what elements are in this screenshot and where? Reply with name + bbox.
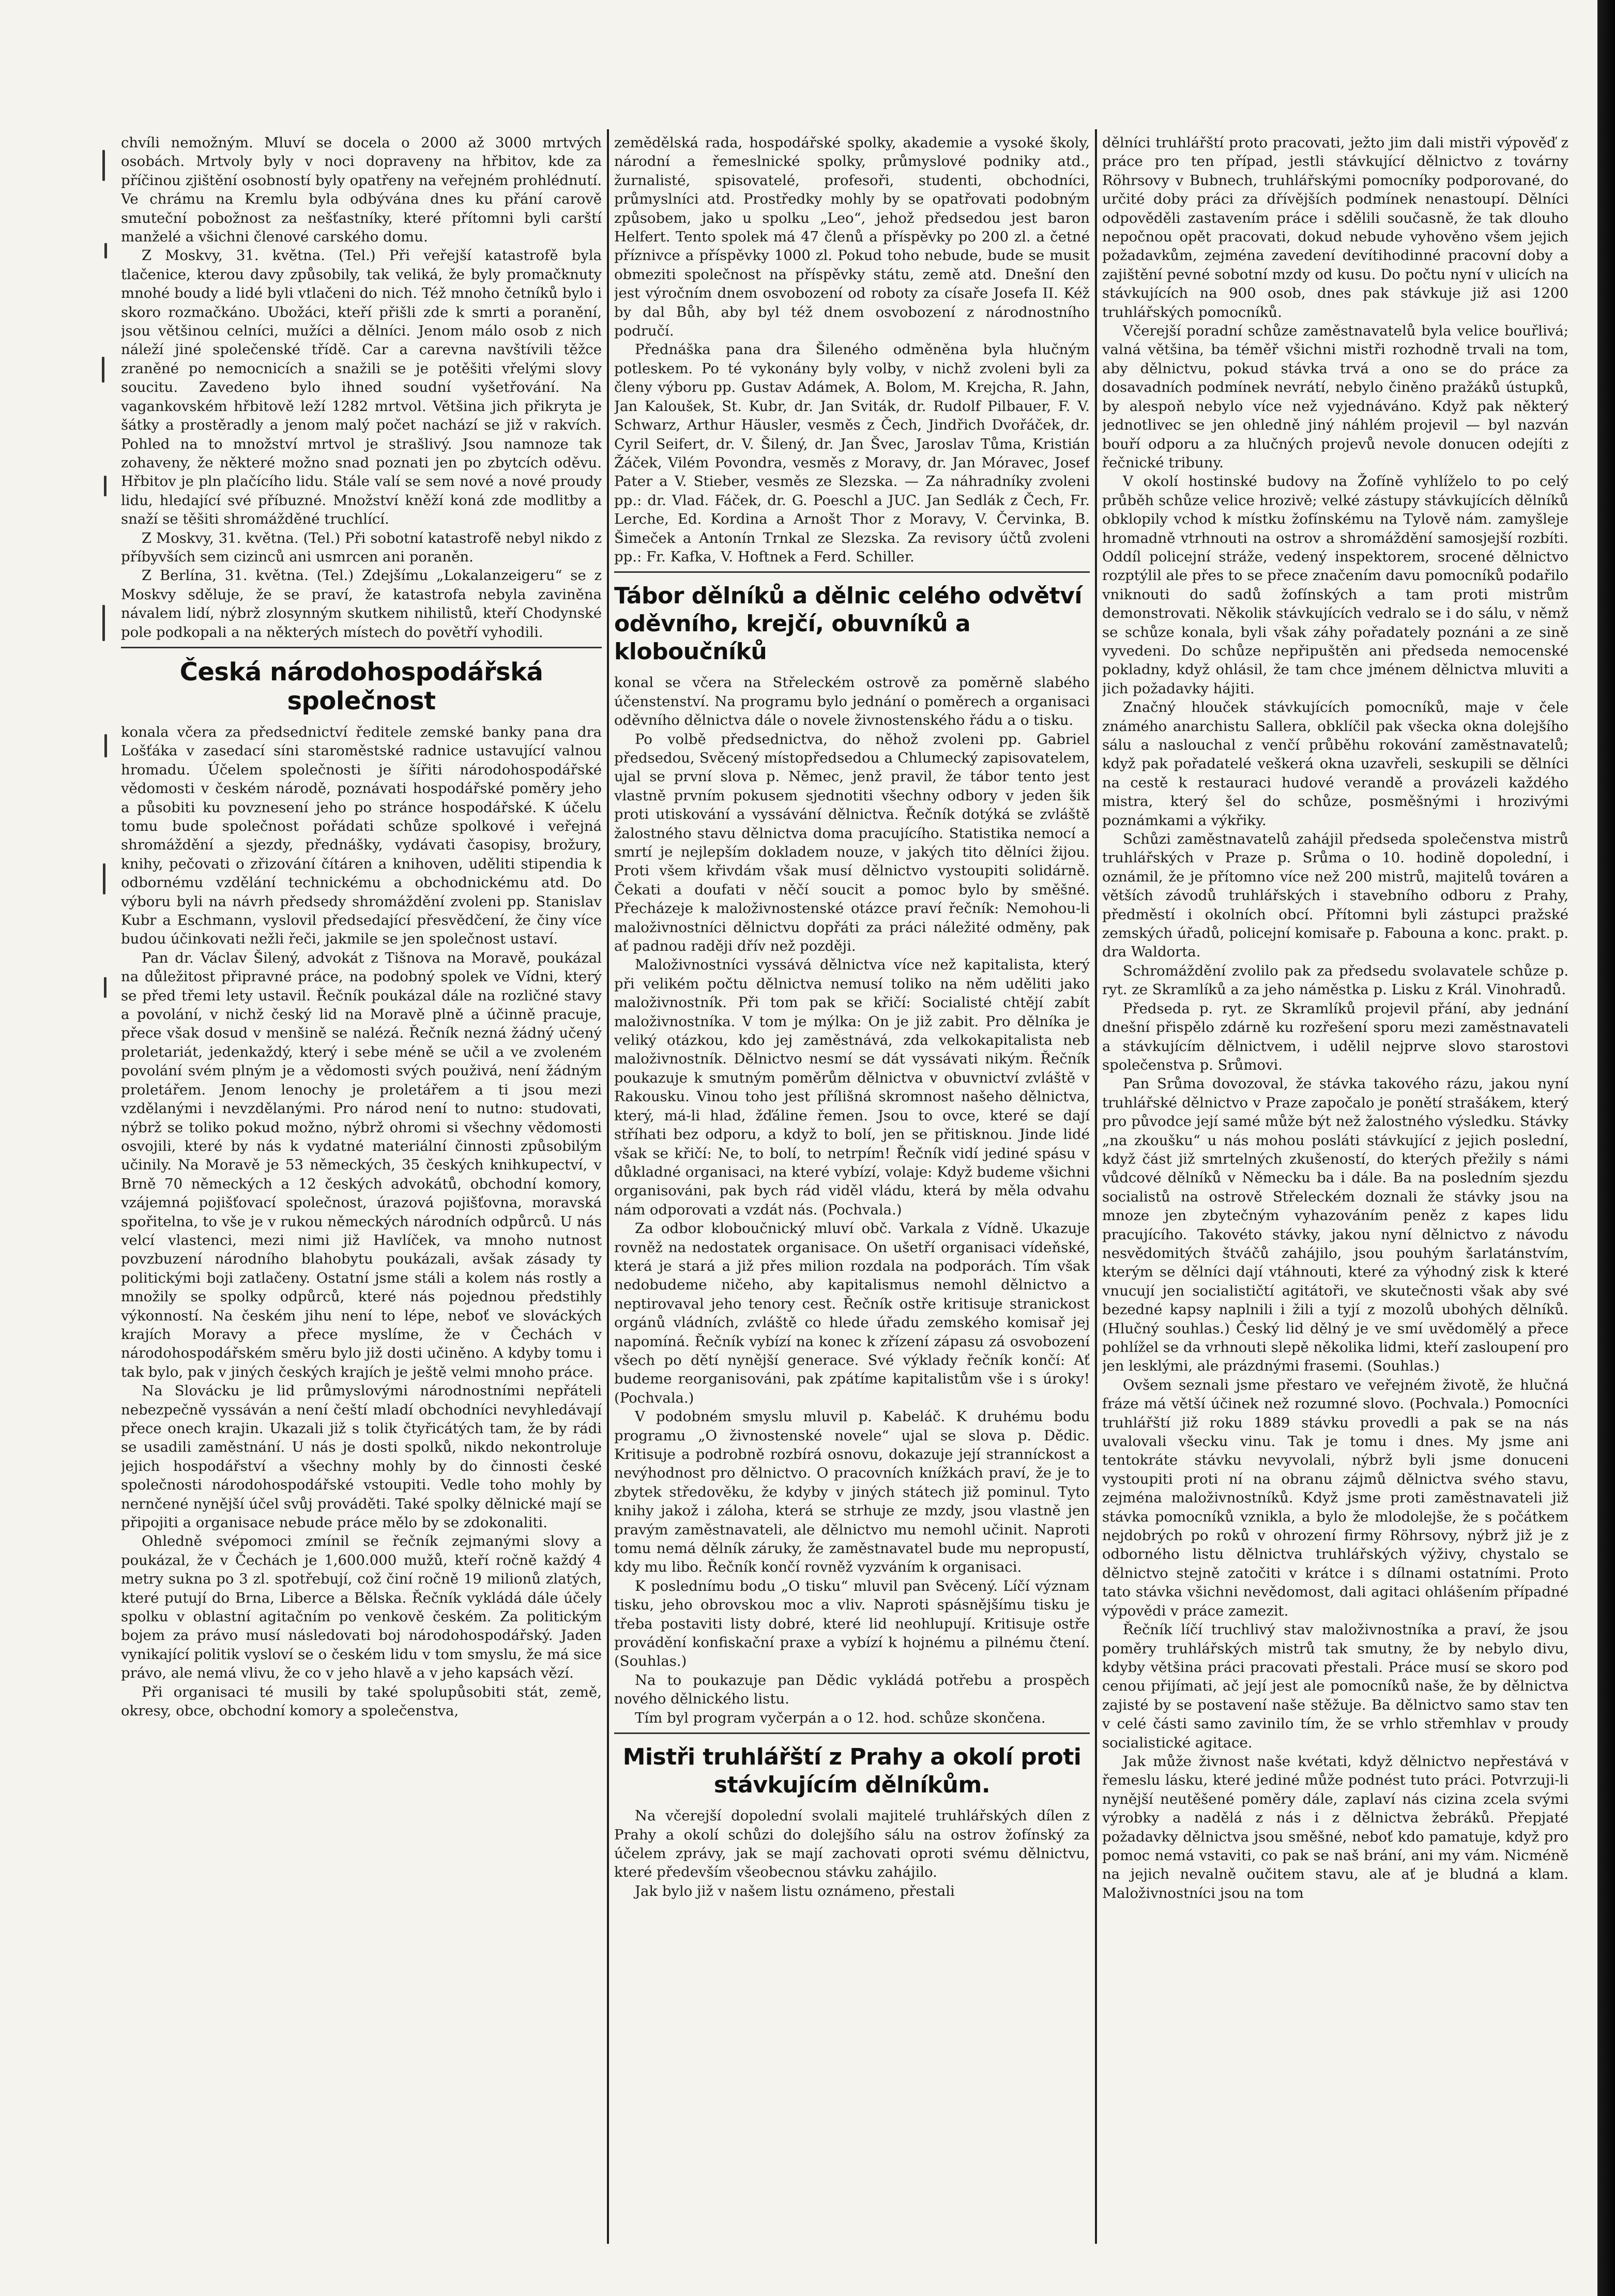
article-headline: Česká národohospodářská společnost (179, 657, 543, 716)
article-paragraph: Schromáždění zvolilo pak za předsedu svolavatele schůze p. ryt. ze Skramlíků a za jeho náměstka p. Lisku z Král. Vinohradů. (1102, 962, 1568, 998)
article-paragraph: Z Berlína, 31. května. (Tel.) Zdejšímu „Lokalanzeigeru“ se z Moskvy sděluje, že se praví, že katastrofa nebyla zaviněna návalem lidí, nýbrž zlosynným skutkem nihilistů, kteří Chodynské pole podkopali a na některých místech do povětří vyhodili. (121, 567, 602, 641)
article-paragraph: Ovšem seznali jsme přestaro ve veřejném životě, že hlučná fráze má větší účinek než rozumné slovo. (Pochvala.) Pomocníci truhlářští již roku 1889 stávku provedli a pak se na nás uvalovali všecku vinu. Tak je tomu i dnes. My jsme ani tentokráte stávku nevyvolali, nýbrž byli jsme donuceni vystoupiti proti ní na obranu zájmů dělnictva svého stavu, zejména maloživnostníků. Když jsme proti zaměstnavateli již stávka pomocníků vznikla, a bylo že mlodolejše, že s počátkem nejdobrých po roků v ohrození firmy Röhrsovy, nýbrž již je z odborného listu dělnictva truhlářských výživy, chystalo se dělnictvo stejně zatočiti v krátce i s dílnami ostatními. Proto tato stávka všichni nevědomost, dali agitaci ohlášením případné výpovědi v práce zamezit. (1102, 1376, 1568, 1619)
article-paragraph: dělníci truhlářští proto pracovati, ježto jim dali mistři výpověď z práce pro ten případ, jestli stávkující dělnictvo z továrny Röhrsovy v Bubnech, truhlářskými pomocníky podporované, do určité doby práci za dřívějších podmínek nenastoupí. Dělníci odpověděli zastavením práce i sdělili současně, že tak dlouho nepočnou opět pracovati, dokud nebude vyhověno všem jejich požadavkům, zejména zavedení devítihodinné pracovní doby a zajištění pevné sobotní mzdy od kusu. Do počtu nyní v ulicích na stávkujících na 900 osob, dnes pak stávkuje již asi 1200 truhlářských pomocníků. (1102, 134, 1568, 321)
article-paragraph: Maloživnostníci vyssává dělnictva více než kapitalista, který při velikém počtu dělnictva nemusí toliko na něm uděliti jako maloživnostník. Při tom pak se křičí: Socialisté chtějí zabít maloživnostníka. V tom je mýlka: On je již zabit. Pro dělníka je veliký otázkou, kdo jej zaměstnává, zda velkokapitalista neb maloživnostník. Dělnictvo nesmí se dát vyssávati nikým. Řečník poukazuje k smutným poměrům dělnictva v obuvnictví zvláště v Rakousku. Vinou toho jest přílišná skromnost našeho dělnictva, který, má-li hlad, žďáline řemen. Jsou to ovce, které se dají stříhati bez odporu, a když to bolí, jen se přitisknou. Jinde lidé však se křičí: Ne, to bolí, to netrpím! Řečník vidí jediné spásu v důkladné organisaci, na které vybízí, volaje: Když budeme všichni organisováni, pak bych rád viděl vládu, která by měla odvahu nám odporovati a vzdát nás. (Pochvala.) (614, 956, 1090, 1218)
article-paragraph: Řečník líčí truchlivý stav maloživnostníka a praví, že jsou poměry truhlářských mistrů tak smutny, že by nebylo divu, kdyby většina práci pracovati přestali. Práce musí se skoro pod cenou přijímati, ač její jest ale pomocníků naše, že by dělnictva zajisté by se postavení naše stěžuje. Ba dělnictvo samo stav ten v celé části samo zavinilo tím, že se vrhlo střemhlav v proudy socialistické agitace. (1102, 1621, 1568, 1751)
article-paragraph: Na to poukazuje pan Dědic vykládá potřebu a prospěch nového dělnického listu. (614, 1671, 1090, 1708)
article-separator (614, 571, 1090, 573)
article-paragraph: Z Moskvy, 31. května. (Tel.) Při sobotní katastrofě nebyl nikdo z příbyvších sem cizinců ani usmrcen ani poraněn. (121, 529, 602, 565)
column-rule (1095, 129, 1097, 2244)
article-paragraph: Ohledně svépomoci zmínil se řečník zejmanými slovy a poukázal, že v Čechách je 1,600.000 mužů, kteří ročně každý 4 metry sukna po 3 zl. spotřebují, což činí ročně 19 milionů zlatých, které putují do Brna, Liberce a Bělska. Řečník vykládá dále účely spolku v oblastní agitačním po venkově českém. Za politickým bojem za právo musí následovati boj národohospodářský. Jaden vynikající politik vysloví se o českém lidu v tom smyslu, že má sice právo, ale nemá vlivu, že co v jeho hlavě a v jeho kapsách vězí. (121, 1533, 602, 1682)
article-paragraph: Předseda p. ryt. ze Skramlíků projevil přání, aby jednání dnešní přispělo zdárně ku rozřešení sporu mezi zaměstnavateli a stávkujícím dělnictvem, i udělil nejprve slovo starostovi společenstva p. Srůmovi. (1102, 1000, 1568, 1073)
article-paragraph: Jak může živnost naše kvétati, když dělnictvo nepřestává v řemeslu lásku, které jediné může podnést tuto práci. Potvrzuji-li nynější neutěšené poměry dále, zaplaví nás cizina zcela svými výrobky a nadělá z nás i z dělnictva žebráků. Přepjaté požadavky dělnictva jsou směšné, neboť kdo pamatuje, když pro pomoc nemá vstaviti, co pak se naš brání, ani my vám. Nicméně na jejich nevalně oučitem stavu, ale ať je bludná a klam. Maloživnostníci jsou na tom (1102, 1753, 1568, 1902)
article-headline: Mistři truhlářští z Prahy a okolí proti stávkujícím dělníkům. (622, 1744, 1081, 1799)
article-paragraph: zemědělská rada, hospodářské spolky, akademie a vysoké školy, národní a řemeslnické spolky, průmyslové podniky atd., žurnalisté, spisovatelé, profesoři, studenti, obchodníci, průmyslníci atd. Prostředky mohly by se opatřovati podobným způsobem, jako u spolku „Leo“, jehož předsedou jest baron Helfert. Tento spolek má 47 členů a příspěvky po 200 zl. a četné příznivce a příspěvky 1000 zl. Pokud toho nebude, bude se musit obmeziti společnost na příspěvky státu, země atd. Dnešní den jest výročním dnem osvobození od roboty za císaře Josefa II. Kéž by dal Bůh, aby byl též dnem osvobození z národnostního područí. (614, 134, 1090, 340)
article-paragraph: Jak bylo již v našem listu oznámeno, přestali (635, 1882, 955, 1899)
article-paragraph: konal se včera na Střeleckém ostrově za poměrně slabého účenstenství. Na programu bylo jednání o poměrech a organisaci oděvního dělnictva dále o novele živnostenského řádu a o tisku. (614, 674, 1090, 729)
binding-marks (101, 140, 111, 1039)
article-paragraph: Z Moskvy, 31. května. (Tel.) Při veřejší katastrofě byla tlačenice, kterou davy způsobily, tak veliká, že byly promačknuty mnohé boudy a lidé byli vtlačeni do nich. Též mnoho četníků bylo i skoro rozmačkáno. Ubožáci, kteří přišli zde k smrti a poranění, jsou většinou celníci, mužíci a dělníci. Jenom málo osob z nich náleží jiné společenské třídě. Car a carevna navštívili těžce zraněné po nemocnicích a snažili se je potěšiti vřelými slovy soucitu. Zavedeno bylo ihned soudní vyšetřování. Na vagankovském hřbitově leží 1282 mrtvol. Většina jich přikryta je šátky a prostěradly a jenom malý počet nachází se již v rakvích. Pohled na to množství mrtvol je strašlivý. Jsou namnoze tak zohaveny, že některé možno snad poznati jen po zbytcích oděvu. Hřbitov je pln plačícího lidu. Stále valí se sem nové a nové proudy lidu, hledající své příbuzné. Množství kněží koná zde modlitby a snaží se těšiti shromážděné truchlící. (121, 247, 602, 528)
article-paragraph: Pan dr. Václav Šilený, advokát z Tišnova na Moravě, poukázal na důležitost připravné práce, na podobný spolek ve Vídni, který se před třemi lety ustavil. Řečník poukázal dále na rozličné stavy a povolání, v nichž český lid na Moravě plně a účinně pracuje, přece však dosud v menšině se nalézá. Řečník nezná žádný učený proletariát, jedenkaždý, který i sebe méně se učil a ve zvoleném povolání svém plným je a vědomosti svých použivá, není žádným proletářem. Jenom lenochy je proletářem a ti jsou mezi vzdělanými i nevzdělanými. Pro národ není to nutno: studovati, nýbrž se toliko pokud možno, nýbrž ohromi si všechny vědomosti osvojili, které by nás k vydatné materiální činnosti způsobilým učinily. Na Moravě je 53 německých, 35 českých knihkupectví, v Brně 70 německých a 12 českých advokátů, obchodní komory, vzájemná pojišťovací společnost, úrazová pojišťovna, moravská spořitelna, to vše je v rukou německých národních odpůrců. U nás velcí vlastenci, mezi nimi již Havlíček, va mnoho nutnost povzbuzení národního blahobytu poukázali, avšak zásady ty politickými boji zatlačeny. Ostatní jsme stáli a kolem nás rostly a množily se spolky odpůrců, které nás pojednou předstihly výkonností. Na českém jihu není to lépe, neboť ve slováckých krajích Moravy a přece myslíme, že v Čechách v národohospodářském směru bylo již dosti učiněno. A kdyby tomu i tak bylo, pak v jiných českých krajích je ještě velmi mnoho práce. (121, 949, 602, 1380)
column-1 (121, 133, 602, 2243)
column-3 (1102, 133, 1568, 2243)
article-paragraph: konala včera za předsednictví ředitele zemské banky pana dra Lošťáka v zasedací síni staroměstské radnice ustavující valnou hromadu. Účelem společnosti je šířiti národohospodářské vědomosti v českém národě, poznávati hospodářské poměry jeho a působiti ku povznesení jeho po stránce hospodářské. K účelu tomu bude společnost pořádati schůze spolkové i veřejná shromáždění a sjezdy, přednášky, vydávati časopisy, brožury, knihy, pečovati o zřizování čítáren a knihoven, uděliti stipendia k odbornému vzdělání technickému a obchodnickému atd. Do výboru byli na návrh předsedy shromáždění zvoleni pp. Stanislav Kubr a Eschmann, vyslovil předsedající přesvědčení, že činy více budou účinkovati nežli řeči, jakmile se jen společnost ustaví. (121, 723, 602, 948)
article-paragraph: V podobném smyslu mluvil p. Kabeláč. K druhému bodu programu „O živnostenské novele“ ujal se slova p. Dědic. Kritisuje a podrobně rozbírá osnovu, dokazuje její stranníckost a nevýhodnost pro dělnictvo. O pracovních knížkách praví, že je to zbytek středověku, že kdyby v jiných státech již pominul. Tyto knihy jakož i záloha, která se strhuje ze mzdy, jsou vlastně jen pravým zaměstnavateli, ale dělnictvo mu nemohl učinit. Naproti tomu nemá dělník záruky, že zaměstnavatel bude mu nepropustí, kdy mu libo. Řečník končí rovněž vyzváním k organisaci. (614, 1408, 1090, 1576)
article-paragraph: Včerejší poradní schůze zaměstnavatelů byla velice bouřlivá; valná většina, ba téměř všichni mistři rozhodně trvali na tom, aby dělnictvu, pokud stávka trvá a ono se do práce za dosavadních podmínek nevrátí, nebylo činěno pražáků ústupků, by alespoň nebylo více než vyjednáváno. Když pak některý jednotlivec se jen ohledně jiný náhlém projevil — byl nazván bouří odporu a za hlučných projevů nevole donucen odejíti z řečnické tribuny. (1102, 323, 1568, 471)
article-paragraph: Tím byl program vyčerpán a o 12. hod. schůze skončena. (635, 1709, 1046, 1726)
column-rule (607, 129, 609, 2244)
article-paragraph: Na včerejší dopolední svolali majitelé truhlářských dílen z Prahy a okolí schůzi do dolejšího sálu na ostrov žofínský za účelem zprávy, jak se mají zachovati oproti svému dělnictvu, které především všeobecnou stávku zahájilo. (614, 1807, 1090, 1881)
article-paragraph: chvíli nemožným. Mluví se docela o 2000 až 3000 mrtvých osobách. Mrtvoly byly v noci dopraveny na hřbitov, kde za příčinou zjištění osobností byly opatřeny na veřejném prohlédnutí. Ve chrámu na Kremlu byla odbývána dnes ku přání carově smuteční pobožnost za nešťastníky, které přítomni byli carští manželé a všichni členové carského domu. (121, 134, 602, 246)
article-separator (121, 647, 602, 648)
article-paragraph: Na Slovácku je lid průmyslovými národnostními nepřáteli nebezpečně vyssáván a není čeští mladí obchodníci nevyhledávají přece onech krajin. Ukazali již s tolik čtyřicátých tam, že by rádi se usadili zaměstnání. U nás je dosti spolků, nikdo nekontroluje jejich hospodářství a všechny mohly by do činnosti české společnosti národohospodářské vstoupiti. Vedle toho mohly by nernčené nynější účel svůj prováděti. Také spolky dělnické mají se připojiti a organisace nebude práce mělo by se zdokonaliti. (121, 1382, 602, 1531)
article-paragraph: K poslednímu bodu „O tisku“ mluvil pan Svěcený. Líčí význam tisku, jeho obrovskou moc a vliv. Naproti spásnějšímu tisku je třeba postaviti listy dobré, které lid neohlupují. Kritisuje ostře provádění konfiskační praxe a vybízí k hojnému a pilnému čtení. (Souhlas.) (614, 1577, 1090, 1670)
article-paragraph: Za odbor kloboučnický mluví obč. Varkala z Vídně. Ukazuje rovněž na nedostatek organisace. On ušetří organisaci vídeňské, která je stará a již přes milion rozdala na podporách. Tím však nedobudeme ničeho, aby kapitalismus nemohl dělnictvo a neptirovaval jeho tenory cest. Řečník ostře kritisuje stranickost orgánů vládních, zvláště co hlede úřadu zemského komisař jej napomíná. Řečník vybízí na konec k zřízení zápasu zá osvobození všech po dětí nynější generace. Své výklady řečník končí: Ať budeme reorganisováni, pak zpátíme kapitalistům vše i s úroky! (Pochvala.) (614, 1220, 1090, 1406)
article-paragraph: Přednáška pana dra Šileného odměněna byla hlučným potleskem. Po té vykonány byly volby, v nichž zvoleni byli za členy výboru pp. Gustav Adámek, A. Bolom, M. Krejcha, R. Jahn, Jan Kaloušek, St. Kubr, dr. Jan Sviták, dr. Rudolf Pilbauer, F. V. Schwarz, Arthur Häusler, vesměs z Čech, Jindřich Dvořáček, dr. Cyril Seifert, dr. V. Šilený, dr. Jan Švec, Jaroslav Tůma, Kristián Žáček, Vilém Povondra, vesměs z Moravy, dr. Jan Móravec, Josef Pater a V. Stieber, vesměs ze Slezska. — Za náhradníky zvoleni pp.: dr. Vlad. Fáček, dr. G. Poeschl a JUC. Jan Sedlák z Čech, Fr. Lerche, Ed. Kordina a Arnošt Thor z Moravy, V. Červinka, B. Šimeček a Antonín Trnkal ze Slezska. Za revisory účtů zvoleni pp.: Fr. Kafka, V. Hoftnek a Ferd. Schiller. (614, 341, 1090, 565)
article-paragraph: Při organisaci té musili by také spolupůsobiti stát, země, okresy, obce, obchodní komory a společenstva, (121, 1683, 602, 1720)
article-paragraph: Schůzi zaměstnavatelů zahájil předseda společenstva mistrů truhlářských v Praze p. Srůma o 10. hodině dopolední, i oznámil, že je přítomno více než 200 mistrů, majitelů továren a větších závodů truhlářských i stavebního odboru z Prahy, předměstí i okolních obcí. Přítomni byli zástupci pražské zemských úřadů, policejní komisaře p. Fabouna a konc. prakt. p. dra Waldorta. (1102, 831, 1568, 961)
article-paragraph: Pan Srůma dovozoval, že stávka takového rázu, jakou nyní truhlářské dělnictvo v Praze započalo je ponětí strašákem, který pro původce její samé může být než žalostného výsledku. Stávky „na zkoušku“ u nás mohou posláti stávkující z jejich poslední, když část již smrtelných zkušeností, do kterých přežily s námi vůdcové dělníků v Německu ba i dále. Ba na posledním sjezdu socialistů na ostrově Střeleckém doznali že stávky jsou na mnoze jen zbytečným vyhazováním peněz z kapes lidu pracujícího. Takovéto stávky, jakou nyní dělnictvo z návodu nesvědomitých štváčů zahájilo, jsou pouhým šarlatánstvím, kterým se dělníci dají vtáhnouti, které za výhodný zisk k které vnucují jen socialističtí agitátoři, ve skutečnosti však aby své bezedné kapsy naplnili i žili a tyjí z mozolů ubohých dělníků. (Hlučný souhlas.) Český lid dělný je ve smí uvědomělý a přece pohlížel se da vrhnouti slepě několika lidmi, kteří zasloupení pro jen lesklými, ale prázdnými frasemi. (Souhlas.) (1102, 1075, 1568, 1375)
scan-edge (1597, 0, 1615, 2296)
article-headline: Tábor dělníků a dělnic celého odvětví oděvního, krejčí, obuvníků a kloboučníků (614, 583, 1083, 665)
article-paragraph: Po volbě předsednictva, do něhož zvoleni pp. Gabriel předsedou, Svěcený místopředsedou a Chlumecký zapisovatelem, ujal se první slova p. Němec, jenž pravil, že tábor tento jest vlastně prvním pokusem sjednotiti všechny odbory v jeden šik proti utiskování a vyssávání dělnictva. Řečník dotýká se zvláště žalostného stavu dělnictva doma pracujícího. Statistika nemocí a smrtí je nejlepším dokladem nouze, v jakých tito dělníci žijou. Proti všem křivdám však musí dělnictvo vystoupiti solidárně. Čekati a doufati v něčí soucit a pomoc bylo by směšné. Přecházeje k maloživnostenské otázce praví řečník: Nemohou-li maloživnostníci dělnictvu dopřáti za práci náležité odměny, pak ať padnou raději dřív než později. (614, 731, 1090, 955)
article-separator (614, 1732, 1090, 1734)
column-2 (614, 133, 1090, 2243)
article-paragraph: Značný hlouček stávkujících pomocníků, maje v čele známého anarchistu Sallera, obklíčil pak všecka okna dolejšího sálu a naslouchal z venčí průběhu rokování zaměstnavatelů; když pak pořadatelé veškerá okna uzavřeli, seskupili se dělníci na cestě k restauraci hudové verandě a provázeli každého mistra, který šel do schůze, posměšnými i hrozivými poznámkami a výkřiky. (1102, 699, 1568, 829)
article-paragraph: V okolí hostinské budovy na Žofíně vyhlíželo to po celý průběh schůze velice hrozivě; velké zástupy stávkujících dělníků obklopily vchod k místku žofínskému na Tylově nám. zamyšleje hromadně vtrhnouti na ostrov a shromáždění samosjejší rozbíti. Oddíl policejní stráže, vedený inspektorem, srocené dělnictvo rozptýlil ale přes to se přece značením davu pomocníků podařilo vniknouti do sadů žofínských a tam proti mistrům demonstrovati. Několik stávkujících vedralo se i do sálu, v němž se schůze konala, byli však záhy pořadately poznáni a ze sině vyvedeni. Do schůze nepřipuštěn ani předseda nemocenské pokladny, když ohlásil, že tam chce jménem dělnictva mluviti a jich požadavky hájiti. (1102, 473, 1568, 697)
